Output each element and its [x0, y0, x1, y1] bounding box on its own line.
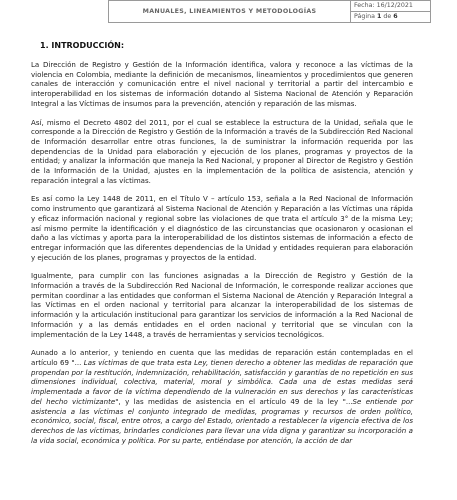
header-table — [108, 0, 431, 23]
page-number — [351, 12, 431, 23]
paragraph-1: La Dirección de Registro y Gestión de la Información identifica, valora y reconoce a las víctimas de la violencia en Colombia, mediante la definición de mecanismos, lineamientos y procedimientos que generen canales de interacción y comunicación entre el nivel nacional y territorial a partir del intercambio e interoperabilidad en los sistemas de información dotando al Sistema Nacional de Atención y Reparación Integral a las Víctimas de insumos para la prevención, atención y reparación de las mismas. — [31, 60, 413, 108]
page-prefix: Página — [354, 13, 375, 20]
page-of: de — [383, 13, 392, 20]
document-header — [0, 0, 457, 22]
paragraph-5-mid: ", y las medidas de asistencia en el artículo 49 de la ley "... — [115, 396, 353, 406]
page-total: 6 — [393, 13, 398, 20]
section-heading: 1. INTRODUCCIÓN: — [40, 41, 125, 50]
article-69-quote: Las víctimas de que trata esta Ley, tienen derecho a obtener las medidas de reparación que propendan por la restitución, indemnización, rehabilitación, satisfacción y garantías de no repetición en sus dimensiones individual, colectiva, material, moral y simbólica. Cada una de estas medidas será implementada a favor de la víctima dependiendo de la vulneración en sus derechos y las características del hecho victimizante — [31, 357, 414, 406]
paragraph-5-intro: Aunado a lo anterior, y teniendo en cuenta que las medidas de reparación están contempladas en el artículo 69 "... — [31, 348, 413, 367]
date-label: Fecha: 16/12/2021 — [351, 1, 431, 12]
section-title: MANUALES, LINEAMIENTOS Y METODOLOGÍAS — [109, 1, 351, 23]
paragraph-5 — [31, 348, 413, 445]
paragraph-4: Igualmente, para cumplir con las funciones asignadas a la Dirección de Registro y Gestión de la Información a través de la Subdirección Red Nacional de Información, le corresponde realizar acciones que permitan coordinar a las entidades que conforman el Sistema Nacional de Atención y Reparación Integral a las Víctimas en el orden nacional y territorial para alcanzar la interoperabilidad de los sistemas de información y la articulación institucional para garantizar los servicios de información a la Red Nacional de Información y a las demás entidades en el orden nacional y territorial que se vinculan con la implementación de la Ley 1448, a través de herramientas y servicios tecnológicos. — [31, 271, 413, 339]
article-49-quote: Se entiende por asistencia a las víctimas el conjunto integrado de medidas, programas y recursos de orden político, económico, social, fiscal, entre otros, a cargo del Estado, orientado a restablecer la vigencia efectiva de los derechos de las víctimas, brindarles condiciones para llevar una vida digna y garantizar su incorporación a la vida social, económica y política. Por su parte, entiéndase por atención, la acción de dar — [31, 396, 414, 445]
page-current: 1 — [377, 13, 382, 20]
paragraph-3: Es así como la Ley 1448 de 2011, en el Título V – artículo 153, señala a la Red Nacional de Información como instrumento que garantizará al Sistema Nacional de Atención y Reparación a las Víctimas una rápida y eficaz información nacional y regional sobre las violaciones de que trata el artículo 3° de la misma Ley; así mismo permite la identificación y el diagnóstico de las circunstancias que ocasionaron y ocasionan el daño a las víctimas y aporta para la interoperabilidad de los distintos sistemas de información a efecto de entregar información que las diferentes dependencias de la Unidad y entidades requieran para elaboración y ejecución de los planes, programas y proyectos de la entidad. — [31, 194, 413, 262]
paragraph-2: Así, mismo el Decreto 4802 del 2011, por el cual se establece la estructura de la Unidad, señala que le corresponde a la Dirección de Registro y Gestión de la Información a través de la Subdirección Red Nacional de Información desarrollar entre otras funciones, la de suministrar la información requerida por las dependencias de la Unidad para elaboración y ejecución de los planes, programas y proyectos de la entidad; y analizar la información que maneja la Red Nacional, y proponer al Director de Registro y Gestión de la Información de la Unidad, ajustes en la implementación de la política de asistencia, atención y reparación integral a las víctimas. — [31, 117, 413, 185]
document-body — [31, 41, 413, 445]
